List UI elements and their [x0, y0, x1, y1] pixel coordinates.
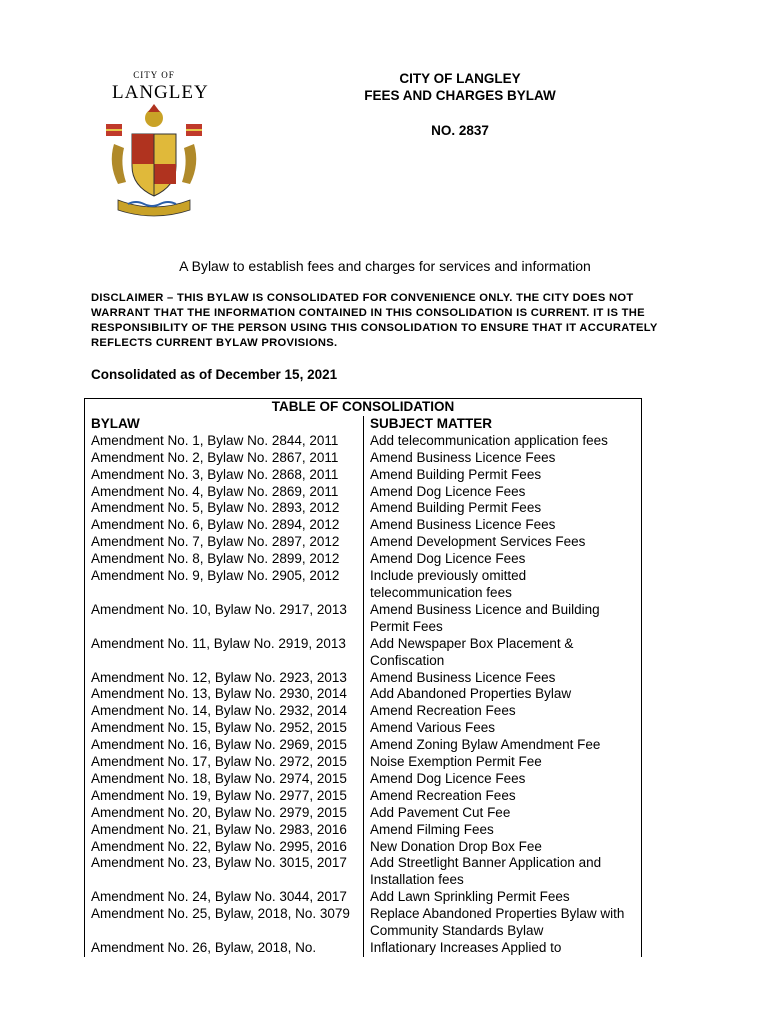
coat-of-arms-icon: [104, 104, 204, 220]
subject-cell: Noise Exemption Permit Fee: [364, 754, 642, 771]
subject-cell: Amend Dog Licence Fees: [364, 551, 642, 568]
subject-cell: Amend Business Licence Fees: [364, 450, 642, 467]
table-row: [85, 889, 642, 906]
table-row: [85, 720, 642, 737]
bylaw-cell: Amendment No. 13, Bylaw No. 2930, 2014: [85, 686, 364, 703]
table-row: [85, 467, 642, 484]
bylaw-cell: Amendment No. 19, Bylaw No. 2977, 2015: [85, 788, 364, 805]
table-row: [85, 500, 642, 517]
bylaw-cell: Amendment No. 5, Bylaw No. 2893, 2012: [85, 500, 364, 517]
subject-cell: Add Newspaper Box Placement & Confiscation: [364, 636, 642, 670]
bylaw-cell: Amendment No. 16, Bylaw No. 2969, 2015: [85, 737, 364, 754]
table-row: [85, 602, 642, 636]
bylaw-cell: Amendment No. 11, Bylaw No. 2919, 2013: [85, 636, 364, 670]
subject-cell: Amend Recreation Fees: [364, 788, 642, 805]
table-row: [85, 788, 642, 805]
subject-cell: Add Pavement Cut Fee: [364, 805, 642, 822]
subject-cell: Amend Various Fees: [364, 720, 642, 737]
table-row: [85, 484, 642, 501]
bylaw-cell: Amendment No. 8, Bylaw No. 2899, 2012: [85, 551, 364, 568]
bylaw-cell: Amendment No. 2, Bylaw No. 2867, 2011: [85, 450, 364, 467]
bylaw-cell: Amendment No. 23, Bylaw No. 3015, 2017: [85, 855, 364, 889]
table-row: [85, 433, 642, 450]
table-title: TABLE OF CONSOLIDATION: [85, 399, 642, 416]
subject-cell: Amend Zoning Bylaw Amendment Fee: [364, 737, 642, 754]
subject-cell: Amend Building Permit Fees: [364, 500, 642, 517]
city-logo: [104, 70, 212, 220]
table-row: [85, 737, 642, 754]
disclaimer: DISCLAIMER – THIS BYLAW IS CONSOLIDATED FOR CONVENIENCE ONLY. THE CITY DOES NOT WARRANT THAT THE INFORMATION CONTAINED IN THIS CONSOLIDATION IS CURRENT. IT IS THE RESPONSIBILITY OF THE PERSON USING THIS CONSOLIDATION TO ENSURE THAT IT ACCURATELY REFLECTS CURRENT BYLAW PROVISIONS.: [91, 292, 658, 349]
column-header-subject: SUBJECT MATTER: [364, 416, 642, 433]
bylaw-cell: Amendment No. 15, Bylaw No. 2952, 2015: [85, 720, 364, 737]
table-row: [85, 805, 642, 822]
header-city: CITY OF LANGLEY: [399, 71, 521, 86]
table-row: [85, 703, 642, 720]
bylaw-cell: Amendment No. 3, Bylaw No. 2868, 2011: [85, 467, 364, 484]
bylaw-cell: Amendment No. 1, Bylaw No. 2844, 2011: [85, 433, 364, 450]
subject-cell: Amend Filming Fees: [364, 822, 642, 839]
bylaw-purpose: A Bylaw to establish fees and charges for services and information: [179, 258, 591, 274]
logo-city-name: LANGLEY: [112, 82, 209, 103]
table-row: [85, 568, 642, 602]
bylaw-cell: Amendment No. 25, Bylaw, 2018, No. 3079: [85, 906, 364, 940]
table-row: [85, 450, 642, 467]
subject-cell: Amend Business Licence Fees: [364, 670, 642, 687]
consolidation-date: Consolidated as of December 15, 2021: [91, 367, 338, 382]
subject-cell: Amend Business Licence and Building Permit Fees: [364, 602, 642, 636]
subject-cell: Add Abandoned Properties Bylaw: [364, 686, 642, 703]
table-row: [85, 855, 642, 889]
subject-cell: Amend Dog Licence Fees: [364, 771, 642, 788]
subject-cell: Amend Recreation Fees: [364, 703, 642, 720]
table-body: [85, 433, 642, 957]
table-row: [85, 940, 642, 957]
bylaw-cell: Amendment No. 18, Bylaw No. 2974, 2015: [85, 771, 364, 788]
subject-cell: Amend Dog Licence Fees: [364, 484, 642, 501]
bylaw-number: NO. 2837: [431, 123, 489, 138]
table-row: [85, 670, 642, 687]
document-header: [310, 70, 610, 139]
subject-cell: Add Lawn Sprinkling Permit Fees: [364, 889, 642, 906]
bylaw-cell: Amendment No. 21, Bylaw No. 2983, 2016: [85, 822, 364, 839]
table-row: [85, 839, 642, 856]
subject-cell: Amend Business Licence Fees: [364, 517, 642, 534]
bylaw-cell: Amendment No. 24, Bylaw No. 3044, 2017: [85, 889, 364, 906]
table-row: [85, 906, 642, 940]
subject-cell: New Donation Drop Box Fee: [364, 839, 642, 856]
subject-cell: Replace Abandoned Properties Bylaw with Community Standards Bylaw: [364, 906, 642, 940]
bylaw-cell: Amendment No. 17, Bylaw No. 2972, 2015: [85, 754, 364, 771]
bylaw-cell: Amendment No. 20, Bylaw No. 2979, 2015: [85, 805, 364, 822]
table-row: [85, 754, 642, 771]
subject-cell: Add telecommunication application fees: [364, 433, 642, 450]
consolidation-table: [84, 398, 642, 957]
bylaw-cell: Amendment No. 14, Bylaw No. 2932, 2014: [85, 703, 364, 720]
logo-city-of: CITY OF: [133, 70, 175, 80]
bylaw-cell: Amendment No. 7, Bylaw No. 2897, 2012: [85, 534, 364, 551]
table-row: [85, 517, 642, 534]
table-row: [85, 534, 642, 551]
bylaw-cell: Amendment No. 12, Bylaw No. 2923, 2013: [85, 670, 364, 687]
table-row: [85, 686, 642, 703]
bylaw-cell: Amendment No. 4, Bylaw No. 2869, 2011: [85, 484, 364, 501]
table-row: [85, 636, 642, 670]
table-row: [85, 771, 642, 788]
subject-cell: Inflationary Increases Applied to: [364, 940, 642, 957]
bylaw-cell: Amendment No. 22, Bylaw No. 2995, 2016: [85, 839, 364, 856]
header-title: FEES AND CHARGES BYLAW: [364, 88, 556, 103]
subject-cell: Include previously omitted telecommunication fees: [364, 568, 642, 602]
table-row: [85, 822, 642, 839]
bylaw-cell: Amendment No. 9, Bylaw No. 2905, 2012: [85, 568, 364, 602]
subject-cell: Add Streetlight Banner Application and Installation fees: [364, 855, 642, 889]
column-header-bylaw: BYLAW: [85, 416, 364, 433]
bylaw-cell: Amendment No. 26, Bylaw, 2018, No.: [85, 940, 364, 957]
subject-cell: Amend Development Services Fees: [364, 534, 642, 551]
bylaw-cell: Amendment No. 10, Bylaw No. 2917, 2013: [85, 602, 364, 636]
table-row: [85, 551, 642, 568]
subject-cell: Amend Building Permit Fees: [364, 467, 642, 484]
bylaw-cell: Amendment No. 6, Bylaw No. 2894, 2012: [85, 517, 364, 534]
